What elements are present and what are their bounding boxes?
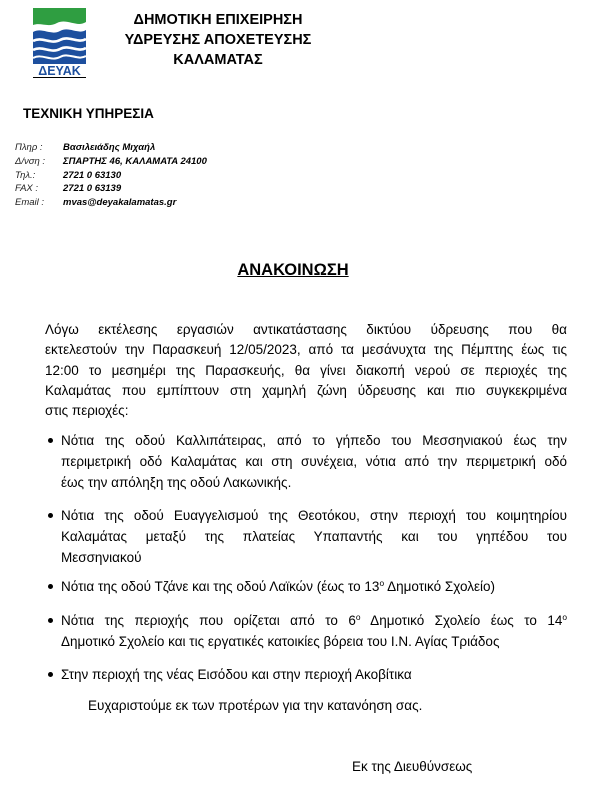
contact-label: FAX : xyxy=(15,183,39,195)
bullet-text xyxy=(61,610,567,652)
department-name: ΤΕΧΝΙΚΗ ΥΠΗΡΕΣΙΑ xyxy=(23,106,154,121)
bullet-item xyxy=(45,610,567,652)
bullet-line: Δημοτικό Σχολείο και τις εργατικές κατοικίες βόρεια του Ι.Ν. Αγίας Τριάδος xyxy=(61,634,500,649)
bullet-dot xyxy=(48,584,53,589)
logo-water-waves xyxy=(33,29,86,64)
contact-details xyxy=(15,141,207,210)
contact-value: 2721 0 63139 xyxy=(63,183,122,195)
bullet-line xyxy=(61,610,567,631)
contact-row xyxy=(15,196,207,210)
contact-value: ΣΠΑΡΤΗΣ 46, ΚΑΛΑΜΑΤΑ 24100 xyxy=(63,155,207,167)
contact-row xyxy=(15,155,207,169)
bullet-item xyxy=(45,505,567,568)
contact-label: Πληρ : xyxy=(15,142,43,153)
bullet-line: Καλαμάτας μεταξύ της πλατείας Υπαπαντής και του γηπέδου του xyxy=(61,529,567,544)
bullet-line: Στην περιοχή της νέας Εισόδου και στην περιοχή Ακοβίτικα xyxy=(61,667,412,682)
bullet-item xyxy=(45,576,567,597)
bullet-text-segment: Δημοτικό Σχολείο έως το 14 xyxy=(360,613,563,628)
bullet-text-segment: Νότια της οδού Τζάνε και της οδού Λαϊκών (έως το 13 xyxy=(61,579,380,594)
intro-line: 12:00 το μεσημέρι της Παρασκευής, θα γίνει διακοπή νερού σε περιοχές της xyxy=(45,362,567,378)
intro-line: Καλαμάτας που εμπίπτουν στη χαμηλή ζώνη ύδρευσης και πιο συγκεκριμένα xyxy=(45,382,567,398)
ordinal-superscript: ο xyxy=(355,611,361,622)
bullet-dot xyxy=(48,618,53,623)
bullet-dot xyxy=(48,513,53,518)
signature: Εκ της Διευθύνσεως xyxy=(352,759,473,774)
bullet-line: Μεσσηνιακού xyxy=(61,550,142,565)
contact-label: Email : xyxy=(15,197,45,208)
bullet-text xyxy=(61,505,567,568)
contact-row xyxy=(15,182,207,196)
deyak-logo xyxy=(33,8,86,78)
contact-value: Βασιλειάδης Μιχαήλ xyxy=(63,142,156,153)
announcement-title: ΑΝΑΚΟΙΝΩΣΗ xyxy=(237,261,349,279)
bullet-line: έως την απόληξη της οδού Λακωνικής. xyxy=(61,475,292,490)
intro-line: στις περιοχές: xyxy=(45,403,129,419)
intro-paragraph xyxy=(45,320,567,421)
organization-name-line: ΚΑΛΑΜΑΤΑΣ xyxy=(173,52,263,68)
organization-name xyxy=(98,10,338,70)
bullet-item xyxy=(45,430,567,493)
bullet-line: Νότια της οδού Ευαγγελισμού της Θεοτόκου, στην περιοχή του κοιμητηρίου xyxy=(61,508,567,523)
closing-thanks: Ευχαριστούμε εκ των προτέρων για την κατανόηση σας. xyxy=(88,698,423,713)
intro-line: εκτελεστούν την Παρασκευή 12/05/2023, από τα μεσάνυχτα της Πέμπτης έως τις xyxy=(45,342,567,358)
bullet-text xyxy=(61,664,567,685)
contact-value: 2721 0 63130 xyxy=(63,169,122,181)
organization-name-line: ΥΔΡΕΥΣΗΣ ΑΠΟΧΕΤΕΥΣΗΣ xyxy=(124,32,312,48)
bullet-text xyxy=(61,430,567,493)
contact-row xyxy=(15,141,207,155)
bullet-dot xyxy=(48,438,53,443)
bullet-text-segment: Νότια της περιοχής που ορίζεται από το 6 xyxy=(61,613,356,628)
contact-label: Δ/νση : xyxy=(15,155,46,167)
ordinal-superscript: ο xyxy=(562,611,567,622)
logo-text: ΔΕΥΑΚ xyxy=(38,64,81,78)
ordinal-superscript: ο xyxy=(379,577,385,588)
bullet-text xyxy=(61,576,567,597)
bullet-line xyxy=(61,576,567,597)
contact-label: Τηλ.: xyxy=(15,169,36,181)
bullet-text-segment: Δημοτικό Σχολείο) xyxy=(384,579,495,594)
bullet-line: περιμετρική οδό Καλαμάτας και στη συνέχεια, νότια από την περιμετρική οδό xyxy=(61,454,567,469)
contact-value: mvas@deyakalamatas.gr xyxy=(63,197,177,208)
bullet-dot xyxy=(48,672,53,677)
intro-line: Λόγω εκτέλεσης εργασιών αντικατάστασης δικτύου ύδρευσης που θα xyxy=(45,322,567,337)
bullet-item xyxy=(45,664,567,685)
bullet-line: Νότια της οδού Καλλιπάτειρας, από το γήπεδο του Μεσσηνιακού έως την xyxy=(61,433,567,448)
contact-row xyxy=(15,169,207,183)
organization-name-line: ΔΗΜΟΤΙΚΗ ΕΠΙΧΕΙΡΗΣΗ xyxy=(133,12,303,28)
